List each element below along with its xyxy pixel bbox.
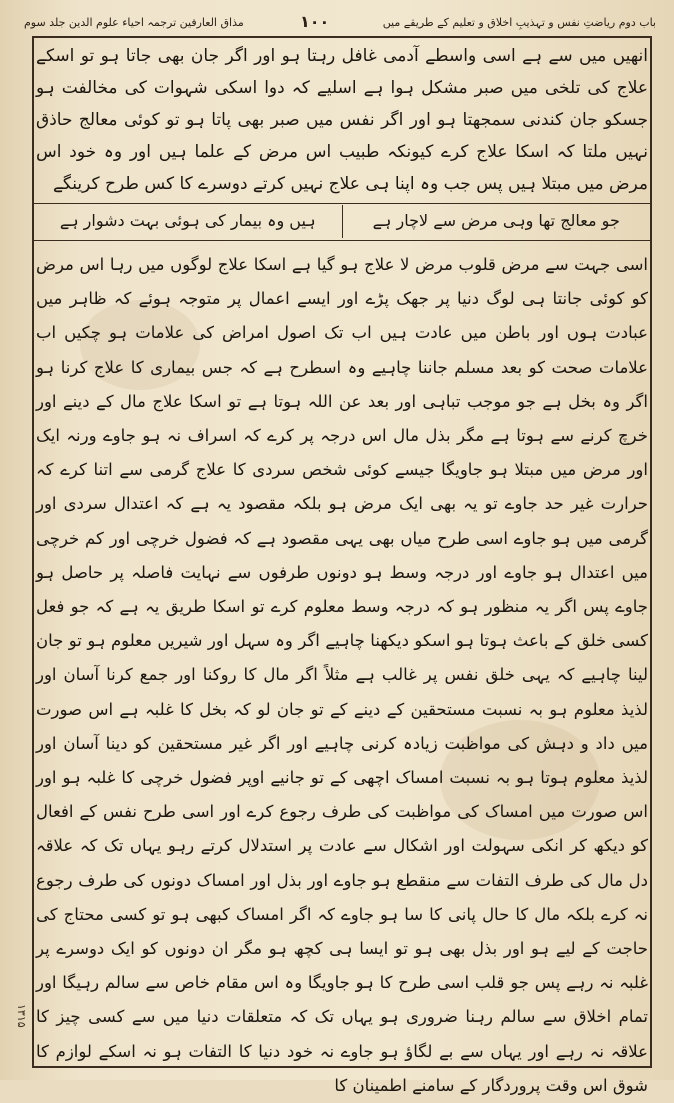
page-number: ۱۰۰: [300, 12, 330, 31]
margin-note: ۱۳۱۵: [15, 1004, 28, 1028]
header-chapter-title: باب دوم ریاضتِ نفس و تہذیبِ اخلاق و تعلیم کے طریقے میں: [382, 16, 656, 29]
divider-bottom: [34, 240, 650, 241]
running-header: [24, 10, 656, 36]
verse-second-hemistich: ہیں وہ بیمار کی ہوئی بہت دشوار ہے: [59, 211, 316, 230]
body-paragraph: اسی جہت سے مرض قلوب مرض لا علاج ہو گیا ہے اسکا علاج لوگوں میں رہا اس مرض کو کوئی جانتا ہی لوگ دنیا پر جھک پڑے اور ایسے اعمال پر متوجہ ہوئے کہ ظاہر میں عبادت ہوں اور باطن میں عادت ہیں اب تک اصول امراض کی علامات ہو چکیں اب علامات صحت کو بعد مسلم جاننا چاہیے وہ اسطرح ہے کہ جس بیماری کا علاج کرنا ہو اگر وہ بخل ہے جو موجب تباہی اور بعد عن اللہ ہوتا ہے تو اسکا علاج مال کے دینے اور خرچ کرنے سے ہوتا ہے مگر بذل مال اس درجہ پر کرے کہ اسراف نہ ہو جاوے ورنہ ایک اور مرض میں مبتلا ہو جاویگا جیسے کوئی شخص سردی کا علاج گرمی سے اتنا کرے کہ حرارت غیر حد جاوے تو یہ بھی ایک مرض ہو بلکہ مقصود یہ ہے کہ اعتدال سردی اور گرمی میں ہو جاوے اسی طرح میاں بھی یہی مقصود ہے کہ فضول خرچی اور کم خرچی میں اعتدال ہو جاوے اور درجہ وسط ہو دونوں طرفوں سے نہایت فاصلہ پر حاصل ہو جاوے پس اگر یہ منظور ہو کہ درجہ وسط معلوم کرے تو اسکا طریق یہ ہے کہ جو فعل کسی خلق کے باعث ہوتا ہو اسکو دیکھنا چاہیے اگر وہ سہل اور شیریں معلوم ہو تو جان لینا چاہیے کہ یہی خلق نفس پر غالب ہے مثلاً اگر مال کا روکنا اور جمع کرنا آسان اور لذیذ معلوم ہو بہ نسبت مستحقین کے دینے کے تو جان لو کہ بخل کا غلبہ ہے اس صورت میں داد و دہش کی مواظبت زیادہ کرنی چاہیے اور اگر غیر مستحقین کو دینا آسان اور لذیذ معلوم ہوتا ہو بہ نسبت امساک اچھی کے تو جانیے اوپر فضول خرچی کا غلبہ ہو اور اس صورت میں امساک کی مواظبت کی طرف رجوع کرے اور اسی طرح نفس کے افعال کو دیکھ کر انکی سہولت اور اشکال سے عادت پر استدلال کرتے رہو یہاں تک کہ علاقہ دل مال کی طرف التفات سے منقطع ہو جاوے اور بذل اور امساک دونوں کی طرف رجوع نہ کرے بلکہ مال کا حال پانی کا سا ہو جاوے کہ اگر امساک کبھی ہو تو کسی محتاج کی حاجت کے لیے ہو اور بذل بھی ہو تو ایسا ہی کچھ ہو مگر ان دونوں کو ایک دوسرے پر غلبہ نہ رہے پس جو قلب اسی طرح کا ہو جاویگا وہ اس مقام خاص سے سالم رہیگا اور تمام اخلاق سے سالم رہنا ضروری ہو یہاں تک کہ متعلقات دنیا میں سے کسی چیز کا علاقہ نہ رہے اور یہاں سے بے لگاؤ ہو جاوے نہ خود دنیا کا التفات ہو نہ اسکے لوازم کا شوق اس وقت پروردگار کے سامنے اطمینان کا: [36, 255, 648, 1095]
intro-paragraph: انھیں میں سے ہے اسی واسطے آدمی غافل رہتا ہو اور اگر جان بھی جاتا ہو تو اسکے علاج کی تلخی میں صبر مشکل ہوا ہے اسلیے کہ دوا اسکی شہوات کی مخالفت ہو جسکو جان کندنی سمجھتا ہو اور اگر نفس میں صبر بھی پاتا ہو تو کوئی معالج حاذق نہیں ملتا کہ اسکا علاج کرے کیونکہ طبیب اس مرض کے علما ہیں اور وہ خود اس مرض میں مبتلا ہیں پس جب وہ اپنا ہی علاج نہیں کرتے دوسرے کا کس طرح کرینگے: [36, 46, 648, 194]
header-book-title: مذاق العارفین ترجمہ احیاء علوم الدین جلد سوم: [24, 16, 244, 29]
main-text: [36, 248, 648, 1095]
verse-couplet: [34, 205, 650, 238]
verse-first-hemistich: جو معالج تھا وہی مرض سے لاچار ہے: [342, 205, 651, 238]
divider-top: [34, 203, 650, 204]
